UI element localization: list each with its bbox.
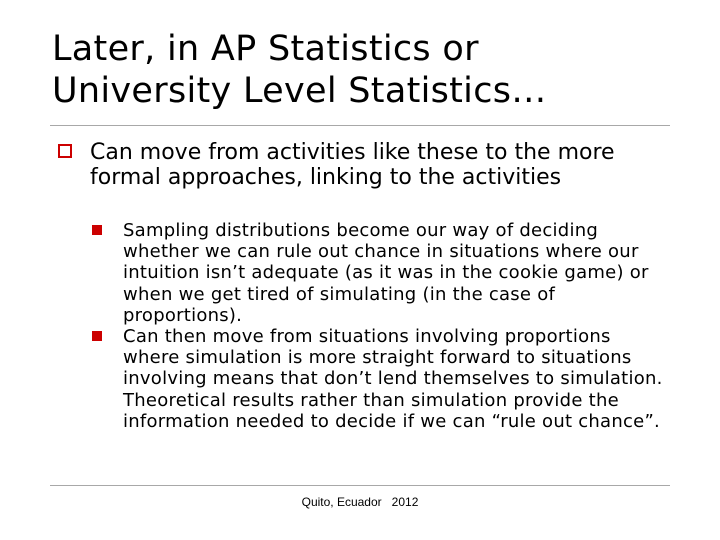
hollow-square-bullet-icon: [58, 144, 72, 158]
sub-bullet-list: [92, 220, 672, 432]
footer-year: 2012: [391, 495, 419, 509]
footer-divider: [50, 485, 670, 486]
footer-location: Quito, Ecuador: [301, 495, 382, 509]
slide-title: [52, 28, 692, 112]
slide-title-line-1: Later, in AP Statistics or: [52, 29, 479, 69]
sub-bullet-item: [92, 326, 672, 432]
slide-title-line-2: University Level Statistics…: [52, 71, 547, 111]
bullet-text: Can move from activities like these to the more formal approaches, linking to the activities: [90, 140, 615, 190]
sub-bullet-text: Can then move from situations involving proportions where simulation is more straight forward to situations involving means that don’t lend themselves to simulation. Theoretical results rather than simulation provide the information needed to decide if we can “rule out chance”.: [123, 326, 663, 432]
bullet-item-level-1: [58, 140, 668, 190]
filled-square-bullet-icon: [92, 331, 102, 341]
sub-bullet-text: Sampling distributions become our way of deciding whether we can rule out chance in situations where our intuition isn’t adequate (as it was in the cookie game) or when we get tired of simulating (in the case of proportions).: [123, 220, 649, 326]
slide-footer: [0, 494, 720, 510]
sub-bullet-item: [92, 220, 672, 326]
filled-square-bullet-icon: [92, 225, 102, 235]
title-divider: [50, 125, 670, 126]
